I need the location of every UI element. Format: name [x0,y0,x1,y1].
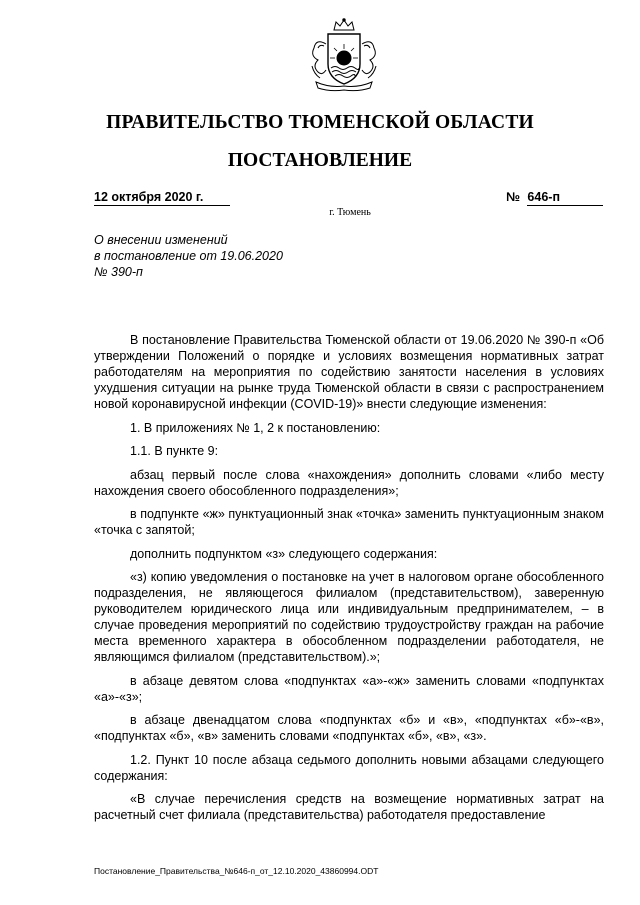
body-paragraph: 1.2. Пункт 10 после абзаца седьмого дополнить новыми абзацами следующего содержания: [94,752,604,783]
body-paragraph: абзац первый после слова «нахождения» дополнить словами «либо месту нахождения своего обособленного подразделения»; [94,467,604,498]
document-body [94,332,604,831]
document-date: 12 октября 2020 г. [94,190,230,206]
document-number [506,190,604,206]
body-paragraph: в абзаце двенадцатом слова «подпунктах «б» и «в», «подпунктах «б»-«в», «подпунктах «б», «в» заменить словами «подпунктах «б», «в», «з». [94,713,604,743]
number-sign: № [506,190,520,204]
number-value: 646-п [527,190,603,206]
subject-line: в постановление от 19.06.2020 [94,249,283,263]
coat-of-arms-icon [300,18,388,96]
subject-line: № 390-п [94,265,143,279]
document-type: ПОСТАНОВЛЕНИЕ [227,150,413,171]
body-paragraph: 1. В приложениях № 1, 2 к постановлению: [130,420,381,435]
body-paragraph: 1.1. В пункте 9: [130,444,219,458]
body-paragraph: дополнить подпунктом «з» следующего содержания: [130,546,438,561]
government-title: ПРАВИТЕЛЬСТВО ТЮМЕНСКОЙ ОБЛАСТИ [106,112,534,133]
body-paragraph: в абзаце девятом слова «подпунктах «а»-«ж» заменить словами «подпунктах «а»-«з»; [94,673,604,704]
body-paragraph: «з) копию уведомления о постановке на учет в налоговом органе обособленного подразделения, не являющегося филиалом (представительством), заверенную руководителем юридического лица или индивидуальным предпринимателем, – в случае проведения мероприятий по содействию трудоустройству граждан на рабочие места временного характера в обособленном подразделении работодателя, не являющимся филиалом (представительством).»; [94,570,604,664]
city: г. Тюмень [329,207,371,218]
body-paragraph: в подпункте «ж» пунктуационный знак «точка» заменить пунктуационным знаком «точка с запятой; [94,507,604,537]
body-paragraph: В постановление Правительства Тюменской области от 19.06.2020 № 390-п «Об утверждении Положений о порядке и условиях возмещения нормативных затрат работодателям на мероприятия по содействию занятости населения в условиях ухудшения ситуации на рынке труда Тюменской области в связи с распространением новой коронавирусной инфекции (COVID-19)» внести следующие изменения: [94,333,604,411]
file-footer: Постановление_Правительства_№646-п_от_12.10.2020_43860994.ODT [94,866,379,876]
document-subject [94,232,394,280]
body-paragraph: «В случае перечисления средств на возмещение нормативных затрат на расчетный счет филиала (представительства) работодателя предоставление [94,792,604,822]
subject-line: О внесении изменений [94,233,228,247]
